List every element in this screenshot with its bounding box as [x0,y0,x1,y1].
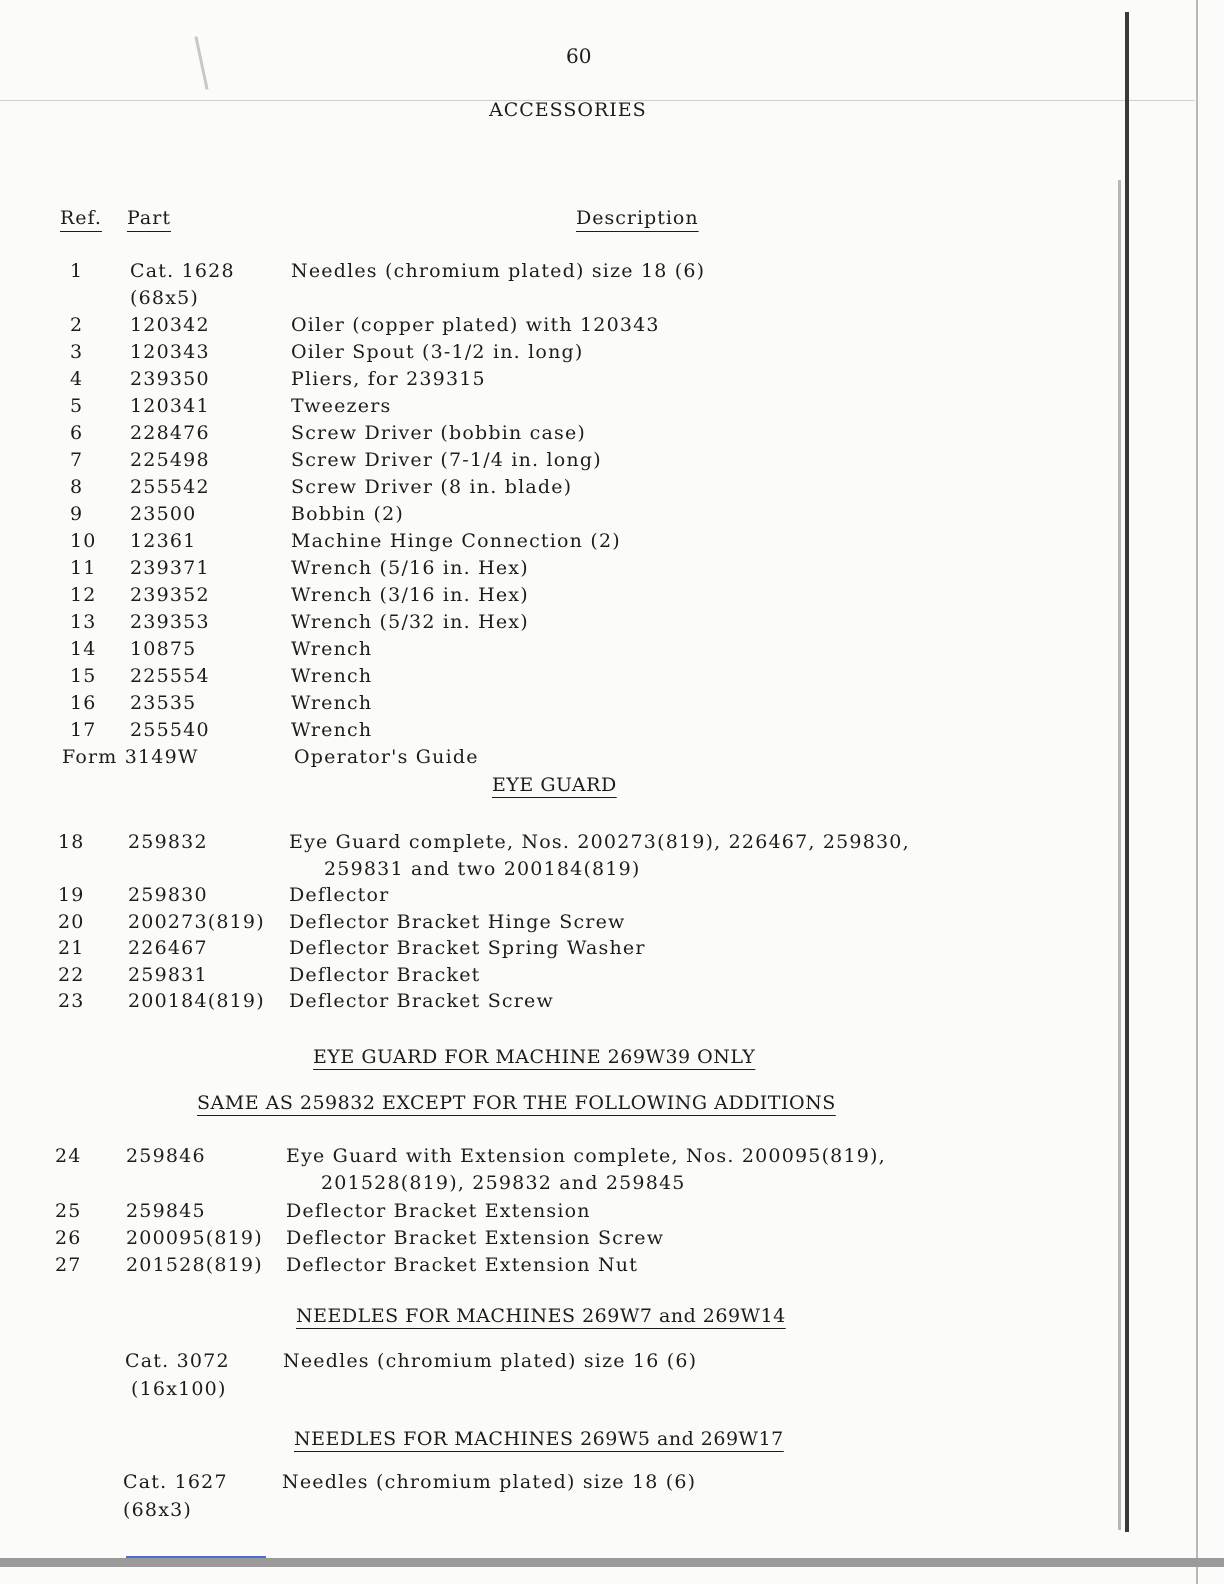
description-cell-continued: 259831 and two 200184(819) [324,857,641,880]
ref-cell: 21 [58,937,85,959]
section-heading-eye-guard: EYE GUARD [492,774,617,796]
ref-cell: 7 [70,449,84,471]
part-cell: 255542 [130,476,210,498]
description-cell: Oiler Spout (3-1/2 in. long) [291,341,584,363]
part-cell: 226467 [128,937,208,959]
part-cell: Cat. 1628 [130,260,235,282]
ref-cell: 18 [58,831,85,853]
description-cell: Screw Driver (8 in. blade) [291,476,573,498]
section-heading-needles-w5-w17: NEEDLES FOR MACHINES 269W5 and 269W17 [294,1428,784,1450]
scan-blue-mark [126,1556,266,1558]
description-cell: Wrench [291,692,373,714]
ref-cell: 15 [70,665,97,687]
page-edge-shadow [1118,180,1121,1530]
needle-desc-w5: Needles (chromium plated) size 18 (6) [282,1471,697,1493]
form-number: Form 3149W [62,746,199,768]
ref-cell: 22 [58,963,85,986]
description-cell: Machine Hinge Connection (2) [291,530,621,552]
part-cell: 239352 [130,584,210,606]
ref-cell: 13 [70,611,97,633]
description-cell: Screw Driver (7-1/4 in. long) [291,449,602,471]
ref-cell: 4 [70,368,84,390]
page-title: ACCESSORIES [489,99,647,121]
ref-cell: 6 [70,422,84,444]
ref-cell: 27 [55,1254,82,1277]
description-cell: Pliers, for 239315 [291,368,486,390]
form-description: Operator's Guide [294,746,479,768]
ref-cell: 11 [70,557,97,579]
description-cell: Eye Guard complete, Nos. 200273(819), 226467, 259830, [289,831,910,853]
description-cell: Wrench [291,665,373,687]
part-cell-continued: (68x5) [130,287,200,309]
ref-cell: 2 [70,314,84,336]
part-cell: 239371 [130,557,210,579]
part-cell: 239350 [130,368,210,390]
part-cell: 201528(819) [126,1254,263,1277]
description-cell: Deflector Bracket Spring Washer [289,937,646,959]
part-cell: 255540 [130,719,210,741]
description-cell: Deflector Bracket Screw [289,990,554,1012]
part-cell: 259845 [126,1199,206,1222]
ref-cell: 9 [70,503,84,525]
scan-mark [194,36,208,89]
scan-right-edge [1196,0,1198,1584]
part-cell: 259832 [128,831,208,853]
column-header-description: Description [576,207,699,229]
part-cell: 200184(819) [128,990,265,1012]
part-cell: 225554 [130,665,210,687]
description-cell: Deflector Bracket Hinge Screw [289,910,626,933]
scan-bottom-edge [0,1558,1224,1567]
section-heading-needles-w7-w14: NEEDLES FOR MACHINES 269W7 and 269W14 [296,1305,786,1327]
description-cell: Wrench (3/16 in. Hex) [291,584,529,606]
description-cell: Deflector Bracket [289,963,481,986]
part-cell: 228476 [130,422,210,444]
description-cell: Deflector Bracket Extension Screw [286,1226,665,1249]
part-cell: 10875 [130,638,197,660]
description-cell: Eye Guard with Extension complete, Nos. 200095(819), [286,1145,886,1167]
description-cell: Needles (chromium plated) size 18 (6) [291,260,706,282]
ref-cell: 10 [70,530,97,552]
part-cell: 200273(819) [128,910,265,933]
ref-cell: 19 [58,884,85,906]
description-cell: Deflector Bracket Extension Nut [286,1254,639,1277]
ref-cell: 14 [70,638,97,660]
ref-cell: 20 [58,910,85,933]
ref-cell: 24 [55,1145,82,1167]
description-cell-continued: 201528(819), 259832 and 259845 [321,1172,686,1195]
ref-cell: 12 [70,584,97,606]
part-cell: 23535 [130,692,197,714]
needle-part-w5-size: (68x3) [123,1499,193,1521]
section-heading-eye-guard-269w39: EYE GUARD FOR MACHINE 269W39 ONLY [313,1046,756,1068]
description-cell: Wrench (5/32 in. Hex) [291,611,529,633]
description-cell: Bobbin (2) [291,503,404,525]
page-number: 60 [566,44,592,68]
part-cell: 225498 [130,449,210,471]
description-cell: Deflector [289,884,390,906]
needle-part-w7: Cat. 3072 [125,1350,230,1372]
description-cell: Wrench (5/16 in. Hex) [291,557,529,579]
part-cell: 259830 [128,884,208,906]
column-header-ref: Ref. [60,207,102,229]
part-cell: 200095(819) [126,1226,263,1249]
ref-cell: 1 [70,260,84,282]
ref-cell: 26 [55,1226,82,1249]
ref-cell: 8 [70,476,84,498]
description-cell: Screw Driver (bobbin case) [291,422,587,444]
ref-cell: 3 [70,341,84,363]
ref-cell: 25 [55,1199,82,1222]
part-cell: 239353 [130,611,210,633]
ref-cell: 23 [58,990,85,1012]
description-cell: Oiler (copper plated) with 120343 [291,314,660,336]
part-cell: 23500 [130,503,197,525]
section-subheading-additions: SAME AS 259832 EXCEPT FOR THE FOLLOWING ADDITIONS [197,1092,836,1114]
part-cell: 12361 [130,530,197,552]
description-cell: Tweezers [291,395,392,417]
ref-cell: 16 [70,692,97,714]
part-cell: 120342 [130,314,210,336]
needle-part-w7-size: (16x100) [131,1378,227,1400]
part-cell: 120341 [130,395,210,417]
part-cell: 120343 [130,341,210,363]
description-cell: Wrench [291,719,373,741]
ref-cell: 5 [70,395,84,417]
part-cell: 259831 [128,963,208,986]
description-cell: Wrench [291,638,373,660]
needle-desc-w7: Needles (chromium plated) size 16 (6) [283,1350,698,1372]
page-edge-line [1125,12,1129,1532]
part-cell: 259846 [126,1145,206,1167]
needle-part-w5: Cat. 1627 [123,1471,228,1493]
column-header-part: Part [127,207,171,229]
description-cell: Deflector Bracket Extension [286,1199,591,1222]
ref-cell: 17 [70,719,97,741]
